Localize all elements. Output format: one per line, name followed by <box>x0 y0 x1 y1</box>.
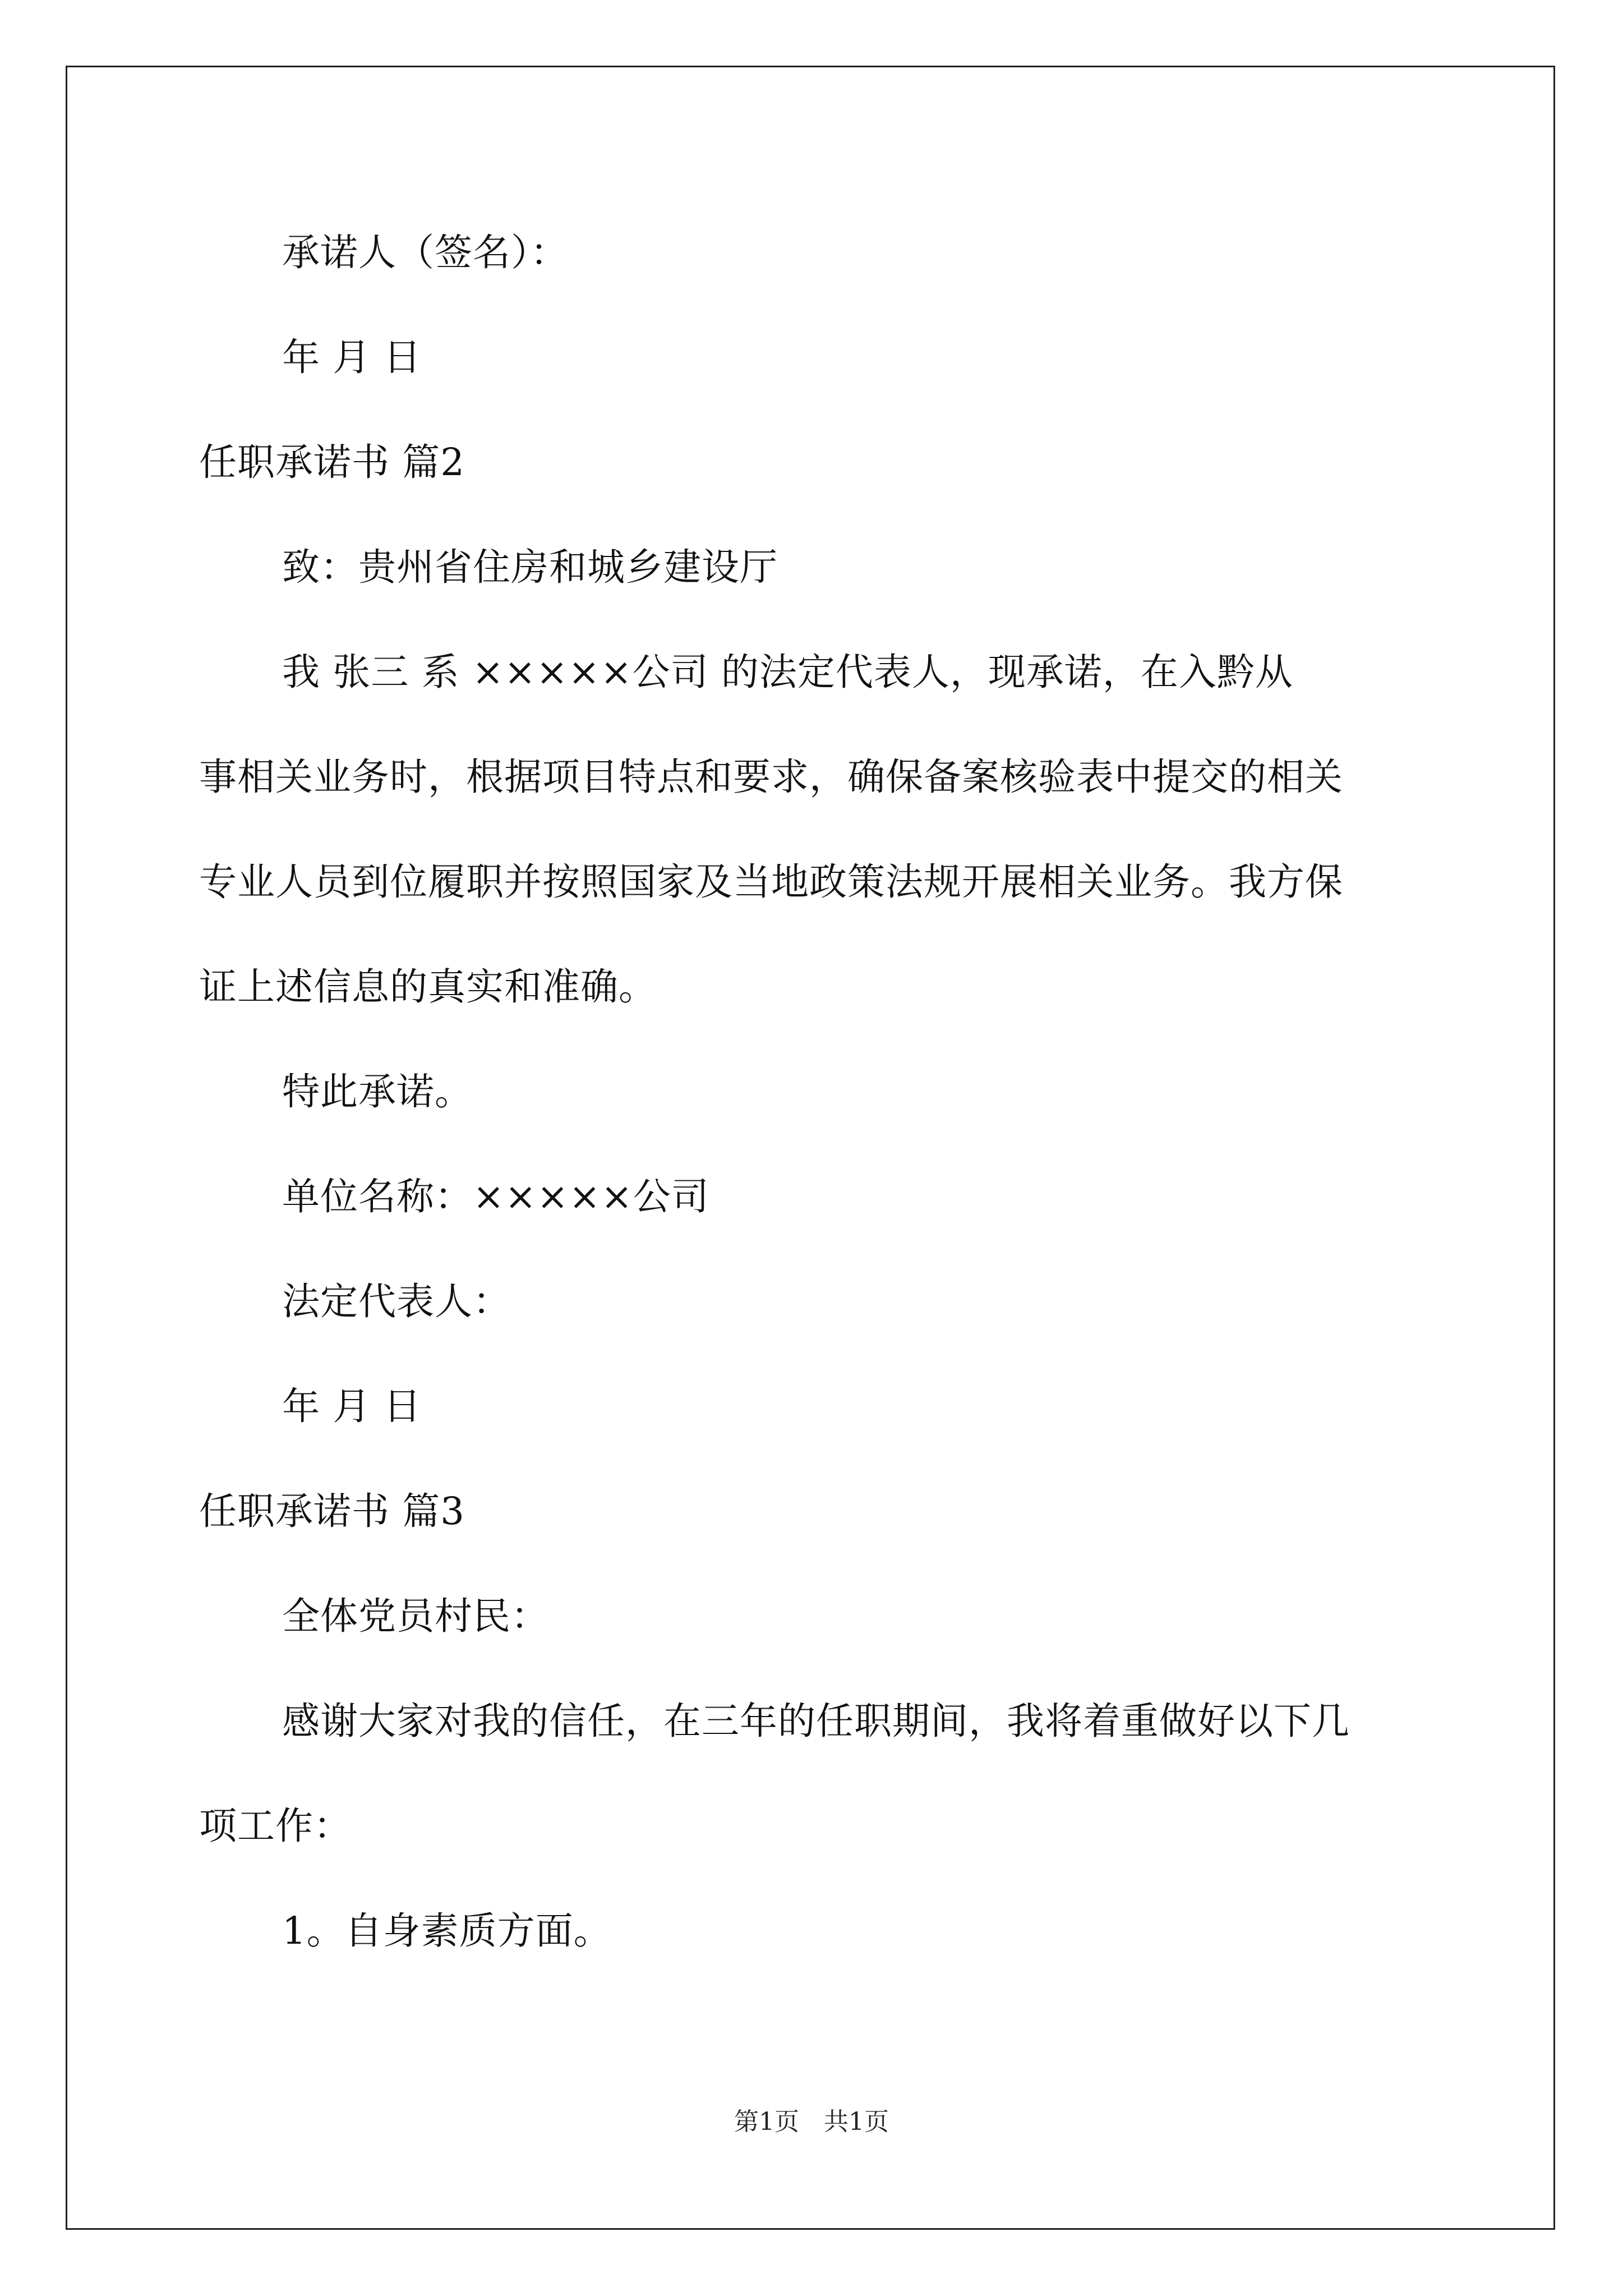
paragraph-line: 我 张三 系 ×××××公司 的法定代表人，现承诺，在入黔从 <box>282 650 1293 694</box>
date-line: 年 月 日 <box>282 1384 422 1428</box>
paragraph-line: 证上述信息的真实和准确。 <box>199 965 657 1009</box>
list-item: 1。自身素质方面。 <box>282 1909 612 1953</box>
date-line: 年 月 日 <box>282 335 422 379</box>
closing-line: 特此承诺。 <box>282 1070 473 1114</box>
addressee: 全体党员村民： <box>282 1594 549 1638</box>
paragraph-line: 专业人员到位履职并按照国家及当地政策法规开展相关业务。我方保 <box>199 860 1343 904</box>
section-heading: 任职承诺书 篇3 <box>199 1489 465 1533</box>
legal-rep-line: 法定代表人： <box>282 1280 511 1323</box>
paragraph-line: 事相关业务时，根据项目特点和要求，确保备案核验表中提交的相关 <box>199 755 1343 799</box>
paragraph-line: 项工作： <box>199 1804 352 1848</box>
page-number-footer: 第1页 共1页 <box>734 2108 889 2136</box>
paragraph-line: 感谢大家对我的信任，在三年的任职期间，我将着重做好以下几 <box>282 1699 1350 1743</box>
section-heading: 任职承诺书 篇2 <box>199 440 465 484</box>
addressee: 致：贵州省住房和城乡建设厅 <box>282 545 778 589</box>
signature-line: 承诺人（签名）： <box>282 231 569 274</box>
page-border <box>66 66 1555 2230</box>
unit-name-line: 单位名称：×××××公司 <box>282 1175 709 1218</box>
